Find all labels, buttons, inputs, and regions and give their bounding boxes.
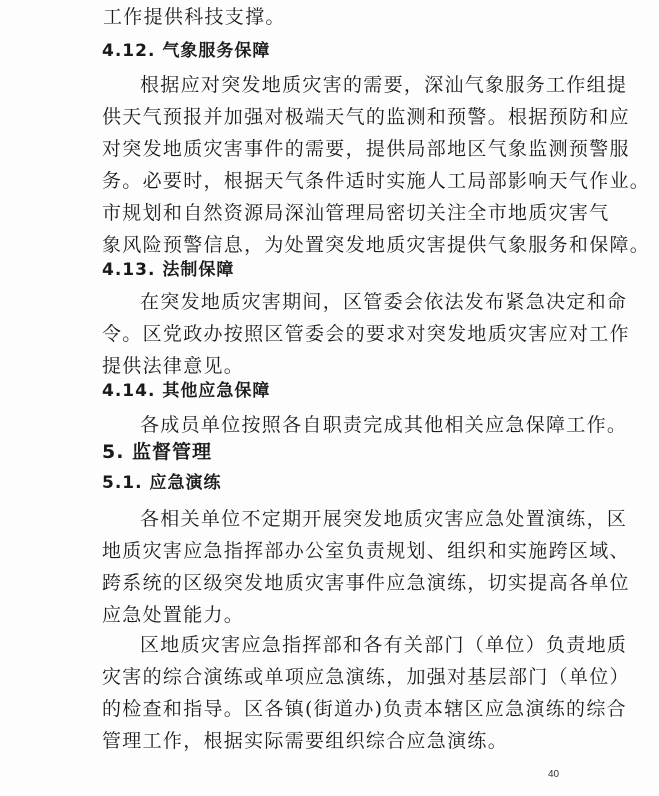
paragraph-line: 灾害的综合演练或单项应急演练，加强对基层部门（单位） bbox=[102, 666, 630, 688]
paragraph-line: 区地质灾害应急指挥部和各有关部门（单位）负责地质 bbox=[140, 634, 628, 656]
section-heading-5: 5. 监督管理 bbox=[102, 441, 213, 463]
paragraph-line: 供天气预报并加强对极端天气的监测和预警。根据预防和应 bbox=[102, 106, 630, 128]
page-number: 40 bbox=[548, 769, 560, 780]
paragraph-line: 令。区党政办按照区管委会的要求对突发地质灾害应对工作 bbox=[102, 323, 630, 345]
section-heading-4-14: 4.14. 其他应急保障 bbox=[102, 381, 271, 401]
paragraph-line: 各相关单位不定期开展突发地质灾害应急处置演练，区 bbox=[140, 508, 628, 530]
paragraph-line: 跨系统的区级突发地质灾害事件应急演练，切实提高各单位 bbox=[102, 572, 630, 594]
paragraph-line: 根据应对突发地质灾害的需要，深汕气象服务工作组提 bbox=[140, 74, 628, 96]
paragraph-line: 象风险预警信息，为处置突发地质灾害提供气象服务和保障。 bbox=[102, 234, 651, 256]
paragraph-line: 的检查和指导。区各镇(街道办)负责本辖区应急演练的综合 bbox=[102, 698, 627, 720]
section-heading-5-1: 5.1. 应急演练 bbox=[102, 473, 222, 493]
paragraph-line: 工作提供科技支撑。 bbox=[103, 6, 286, 28]
paragraph-line: 对突发地质灾害事件的需要，提供局部地区气象监测预警服 bbox=[102, 138, 630, 160]
paragraph-line: 应急处置能力。 bbox=[102, 604, 245, 626]
paragraph-line: 务。必要时，根据天气条件适时实施人工局部影响天气作业。 bbox=[102, 170, 651, 192]
paragraph-line: 提供法律意见。 bbox=[102, 355, 245, 377]
section-heading-4-12: 4.12. 气象服务保障 bbox=[102, 41, 271, 61]
paragraph-line: 地质灾害应急指挥部办公室负责规划、组织和实施跨区域、 bbox=[102, 540, 630, 562]
paragraph-line: 在突发地质灾害期间，区管委会依法发布紧急决定和命 bbox=[140, 291, 628, 313]
paragraph-line: 管理工作，根据实际需要组织综合应急演练。 bbox=[102, 730, 509, 752]
section-heading-4-13: 4.13. 法制保障 bbox=[102, 260, 235, 280]
paragraph-line: 市规划和自然资源局深汕管理局密切关注全市地质灾害气 bbox=[102, 202, 610, 224]
paragraph-line: 各成员单位按照各自职责完成其他相关应急保障工作。 bbox=[140, 414, 628, 436]
